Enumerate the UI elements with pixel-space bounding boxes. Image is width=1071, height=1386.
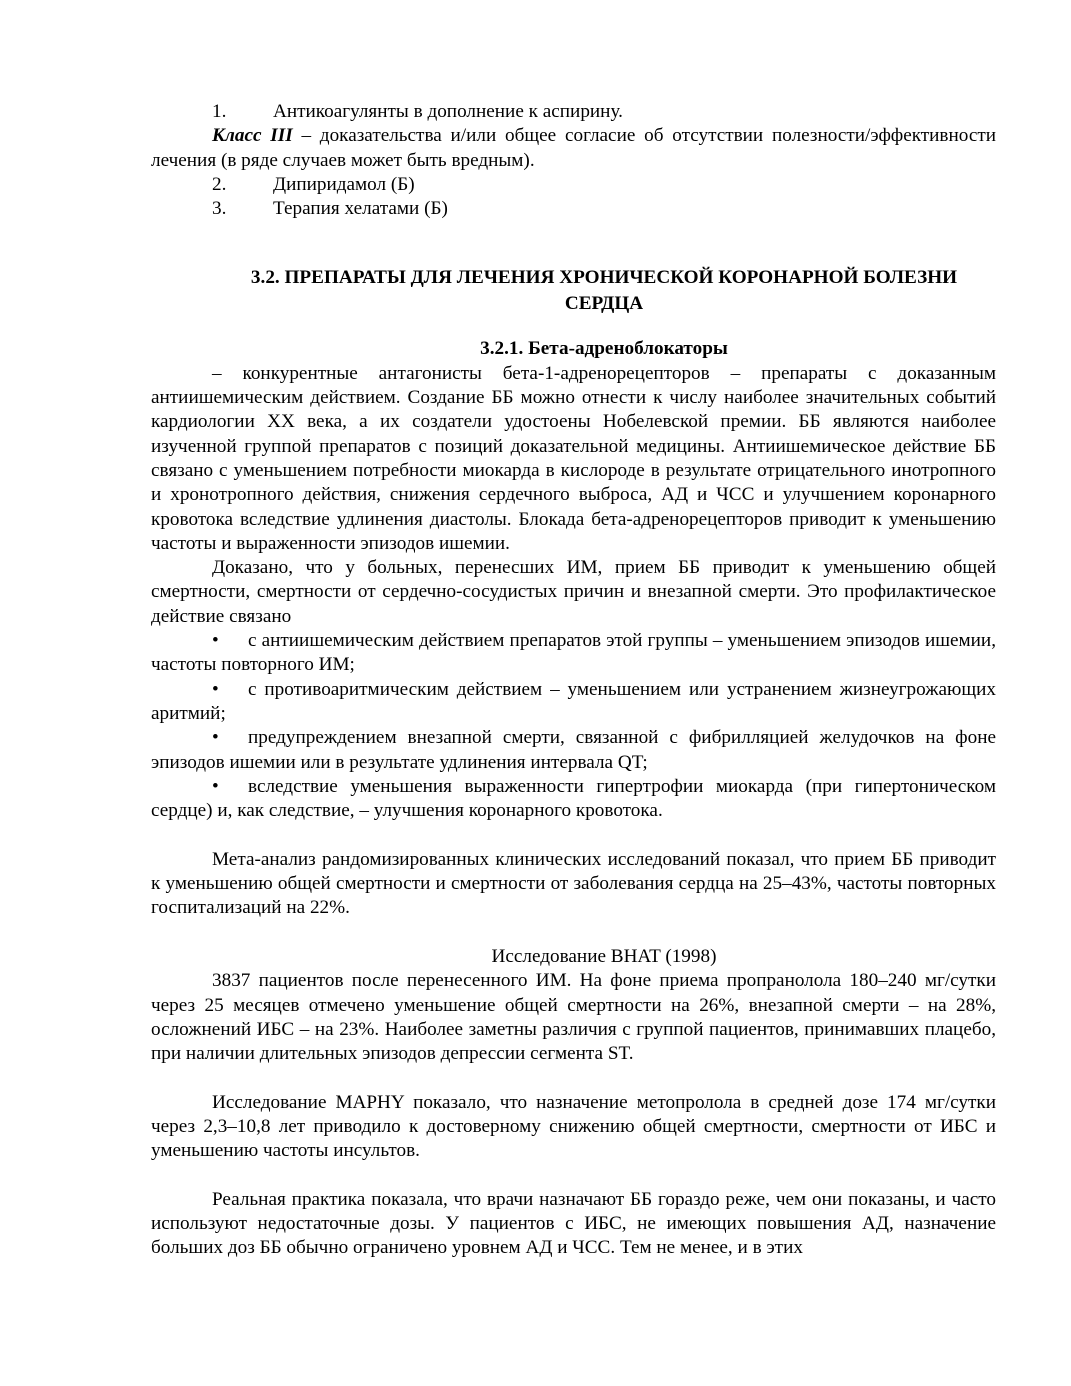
list-item — [151, 173, 996, 197]
bullet-text: вследствие уменьшения выраженности гипертрофии миокарда (при гипертоническом сердце) и, как следствие, – улучшения коронарного кровотока. — [151, 775, 996, 822]
paragraph-practice: Реальная практика показала, что врачи назначают ББ гораздо реже, чем они показаны, и часто используют недостаточные дозы. У пациентов с ИБС, не имеющих повышения АД, назначение больших доз ББ обычно ограничено уровнем АД и ЧСС. Тем не менее, и в этих — [151, 1188, 996, 1259]
section-heading-line1: 3.2. ПРЕПАРАТЫ ДЛЯ ЛЕЧЕНИЯ ХРОНИЧЕСКОЙ КОРОНАРНОЙ БОЛЕЗНИ — [250, 267, 958, 289]
bullet-text: с антиишемическим действием препаратов этой группы – уменьшением эпизодов ишемии, частоты повторного ИМ; — [151, 630, 996, 676]
class-label: Класс III — [212, 125, 293, 147]
bullet-symbol: • — [212, 727, 219, 749]
bullet-item — [151, 726, 996, 775]
bullet-item — [151, 678, 996, 727]
list-number: 3. — [212, 198, 227, 220]
list-number: 2. — [212, 173, 227, 195]
list-item — [151, 100, 996, 124]
list-item-text: Антикоагулянты в дополнение к аспирину. — [273, 101, 623, 122]
bullet-text: предупреждением внезапной смерти, связанной с фибрилляцией желудочков на фоне эпизодов ишемии или в результате удлинения интервала QT; — [151, 727, 996, 773]
bullet-symbol: • — [212, 630, 219, 652]
paragraph-proven: Доказано, что у больных, перенесших ИМ, прием ББ приводит к уменьшению общей смертности, смертности от сердечно-сосудистых причин и внезапной смерти. Это профилактическое действие связано — [151, 557, 996, 627]
paragraph-intro: – конкурентные антагонисты бета-1-адренорецепторов – препараты с доказанным антиишемическим действием. Создание ББ можно отнести к числу наиболее значительных событий кардиологии XX века, а их создатели удостоены Нобелевской премии. ББ являются наиболее изученной группой препаратов с позиций доказательной медицины. Антиишемическое действие ББ связано с уменьшением потребности миокарда в кислороде в результате отрицательного инотропного и хронотропного действия, снижения сердечного выброса, АД и ЧСС и улучшением коронарного кровотока вследствие удлинения диастолы. Блокада бета-адренорецепторов приводит к уменьшению частоты и выраженности эпизодов ишемии. — [151, 362, 996, 554]
paragraph-meta-analysis: Мета-анализ рандомизированных клинических исследований показал, что прием ББ приводит к уменьшению общей смертности и смертности от заболевания сердца на 25–43%, частоты повторных госпитализаций на 22%. — [151, 848, 996, 919]
list-item-text: Дипиридамол (Б) — [273, 173, 415, 195]
list-item-text: Терапия хелатами (Б) — [273, 198, 448, 220]
bullet-symbol: • — [212, 678, 219, 700]
section-heading-line2: СЕРДЦА — [564, 293, 644, 315]
study-title: Исследование BHAT (1998) — [491, 945, 717, 967]
bullet-item — [151, 629, 996, 678]
class-description: – доказательства и/или общее согласие об отсутствии полезности/эффективности лечения (в ряде случаев может быть вредным). — [151, 125, 997, 171]
class-three-paragraph — [151, 124, 996, 173]
paragraph-bhat: 3837 пациентов после перенесенного ИМ. На фоне приема пропранолола 180–240 мг/сутки через 25 месяцев отмечено уменьшение общей смертности на 26%, внезапной смерти – на 28%, осложнений ИБС – на 23%. Наиболее заметны различия с группой пациентов, принимавших плацебо, при наличии длительных эпизодов депрессии сегмента ST. — [151, 970, 996, 1065]
list-item — [151, 197, 996, 221]
document-page — [151, 100, 996, 1261]
list-number: 1. — [212, 101, 227, 122]
paragraph-maphy: Исследование MAPHY показало, что назначение метопролола в средней дозе 174 мг/сутки через 2,3–10,8 лет приводило к достоверному снижению общей смертности, смертности от ИБС и уменьшению частоты инсультов. — [151, 1091, 996, 1162]
section-heading — [151, 265, 996, 317]
bullet-text: с противоаритмическим действием – уменьшением или устранением жизнеугрожающих аритмий; — [151, 678, 996, 724]
bullet-item — [151, 775, 996, 824]
bullet-symbol: • — [212, 775, 219, 797]
subsection-heading: 3.2.1. Бета-адреноблокаторы — [480, 338, 728, 360]
